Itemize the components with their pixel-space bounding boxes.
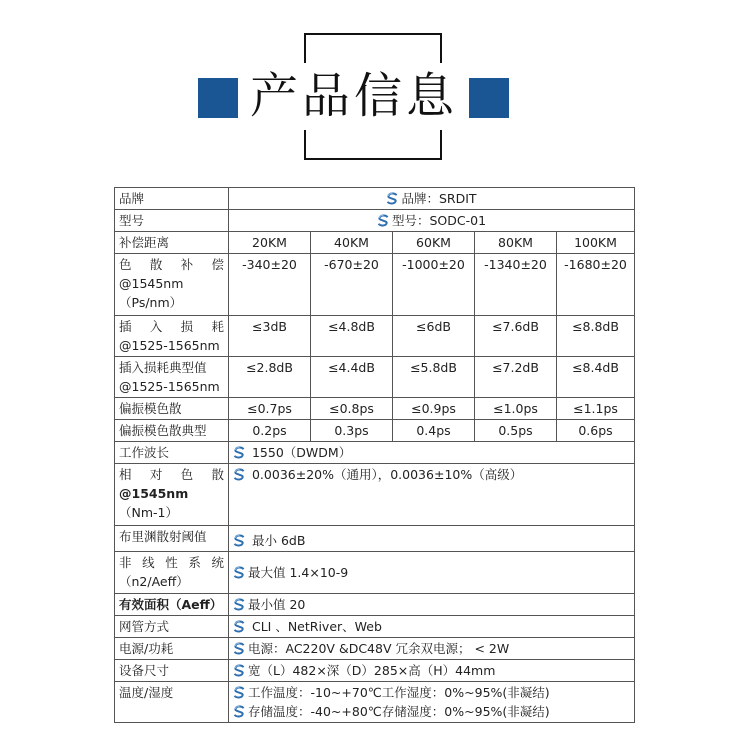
pmd-typical-value: 0.3ps [311,420,393,442]
table-row-brillouin [115,526,635,552]
network-value: CLI 、NetRiver、Web [251,619,382,634]
table-row-wavelength [115,442,635,464]
product-spec-table [114,187,635,723]
brand-logo-icon [233,620,246,633]
table-row-distance [115,232,635,254]
distance-60km: 60KM [393,232,475,254]
wavelength-value: 1550（DWDM） [251,445,352,460]
insertion-loss-value: ≤6dB [393,316,475,357]
table-row-effective-area [115,594,635,616]
effective-area-value: 最小值 20 [248,597,306,612]
row-label: 偏振模色散典型 [115,420,229,442]
distance-20km: 20KM [229,232,311,254]
row-label: 插入损耗典型值 @1525-1565nm [115,357,229,398]
distance-40km: 40KM [311,232,393,254]
brand-logo-icon [233,705,246,718]
table-row-power [115,638,635,660]
brand-logo-icon [233,664,246,677]
brand-logo-icon [233,468,246,481]
brand-logo-icon [377,214,390,227]
table-row-size [115,660,635,682]
model-value: 型号：SODC-01 [391,213,487,228]
pmd-typical-value: 0.5ps [475,420,557,442]
brillouin-value: 最小 6dB [251,533,306,548]
nonlinear-value: 最大值 1.4×10-9 [248,565,349,580]
row-label: 型号 [115,210,229,232]
table-row-relative-dispersion [115,464,635,526]
table-row-nonlinear [115,552,635,594]
row-label: 电源/功耗 [115,638,229,660]
insertion-loss-value: ≤4.8dB [311,316,393,357]
pmd-typical-value: 0.2ps [229,420,311,442]
row-label: 相 对 色 散 @1545nm （Nm-1） [115,464,229,526]
insertion-typical-value: ≤7.2dB [475,357,557,398]
row-label: 品牌 [115,188,229,210]
dispersion-value: -1680±20 [557,254,635,316]
dispersion-value: -1000±20 [393,254,475,316]
pmd-value: ≤0.7ps [229,398,311,420]
table-row-temperature [115,682,635,723]
table-row-dispersion [115,254,635,316]
pmd-value: ≤0.9ps [393,398,475,420]
row-label: 工作波长 [115,442,229,464]
relative-dispersion-value: 0.0036±20%（通用），0.0036±10%（高级） [251,467,523,482]
page-title: 产品信息 [249,68,458,124]
table-row-pmd [115,398,635,420]
brand-logo-icon [233,598,246,611]
insertion-loss-value: ≤3dB [229,316,311,357]
brand-logo-icon [233,686,246,699]
table-row-model [115,210,635,232]
insertion-typical-value: ≤4.4dB [311,357,393,398]
table-row-brand [115,188,635,210]
row-label: 补偿距离 [115,232,229,254]
header-accent-square-left [198,78,238,118]
brand-logo-icon [233,642,246,655]
distance-80km: 80KM [475,232,557,254]
row-label: 色 散 补 偿 @1545nm （Ps/nm） [115,254,229,316]
pmd-typical-value: 0.4ps [393,420,475,442]
brand-logo-icon [233,446,246,459]
pmd-value: ≤1.1ps [557,398,635,420]
brand-logo-icon [233,566,246,579]
dispersion-value: -670±20 [311,254,393,316]
table-row-network [115,616,635,638]
table-row-insertion-typical [115,357,635,398]
power-value: 电源：AC220V &DC48V 冗余双电源； < 2W [248,641,510,656]
dispersion-value: -340±20 [229,254,311,316]
row-label: 插 入 损 耗 @1525-1565nm [115,316,229,357]
row-label: 有效面积（Aeff） [115,594,229,616]
row-label: 非 线 性 系 统 （n2/Aeff） [115,552,229,594]
insertion-loss-value: ≤8.8dB [557,316,635,357]
row-label: 设备尺寸 [115,660,229,682]
table-row-insertion-loss [115,316,635,357]
pmd-value: ≤1.0ps [475,398,557,420]
table-row-pmd-typical [115,420,635,442]
brand-logo-icon [386,192,399,205]
row-label: 布里渊散射阈值 [115,526,229,552]
pmd-value: ≤0.8ps [311,398,393,420]
brand-value: 品牌：SRDIT [401,191,477,206]
row-label: 偏振模色散 [115,398,229,420]
distance-100km: 100KM [557,232,635,254]
pmd-typical-value: 0.6ps [557,420,635,442]
brand-logo-icon [233,534,246,547]
row-label: 温度/湿度 [115,682,229,723]
storage-temp-value: 存储温度：-40~+80℃存储湿度：0%~95%(非凝结) [248,704,550,719]
row-label: 网管方式 [115,616,229,638]
insertion-typical-value: ≤8.4dB [557,357,635,398]
size-value: 宽（L）482×深（D）285×高（H）44mm [248,663,496,678]
header-accent-square-right [469,78,509,118]
insertion-typical-value: ≤2.8dB [229,357,311,398]
insertion-typical-value: ≤5.8dB [393,357,475,398]
dispersion-value: -1340±20 [475,254,557,316]
operating-temp-value: 工作温度：-10~+70℃工作湿度：0%~95%(非凝结) [248,685,550,700]
insertion-loss-value: ≤7.6dB [475,316,557,357]
